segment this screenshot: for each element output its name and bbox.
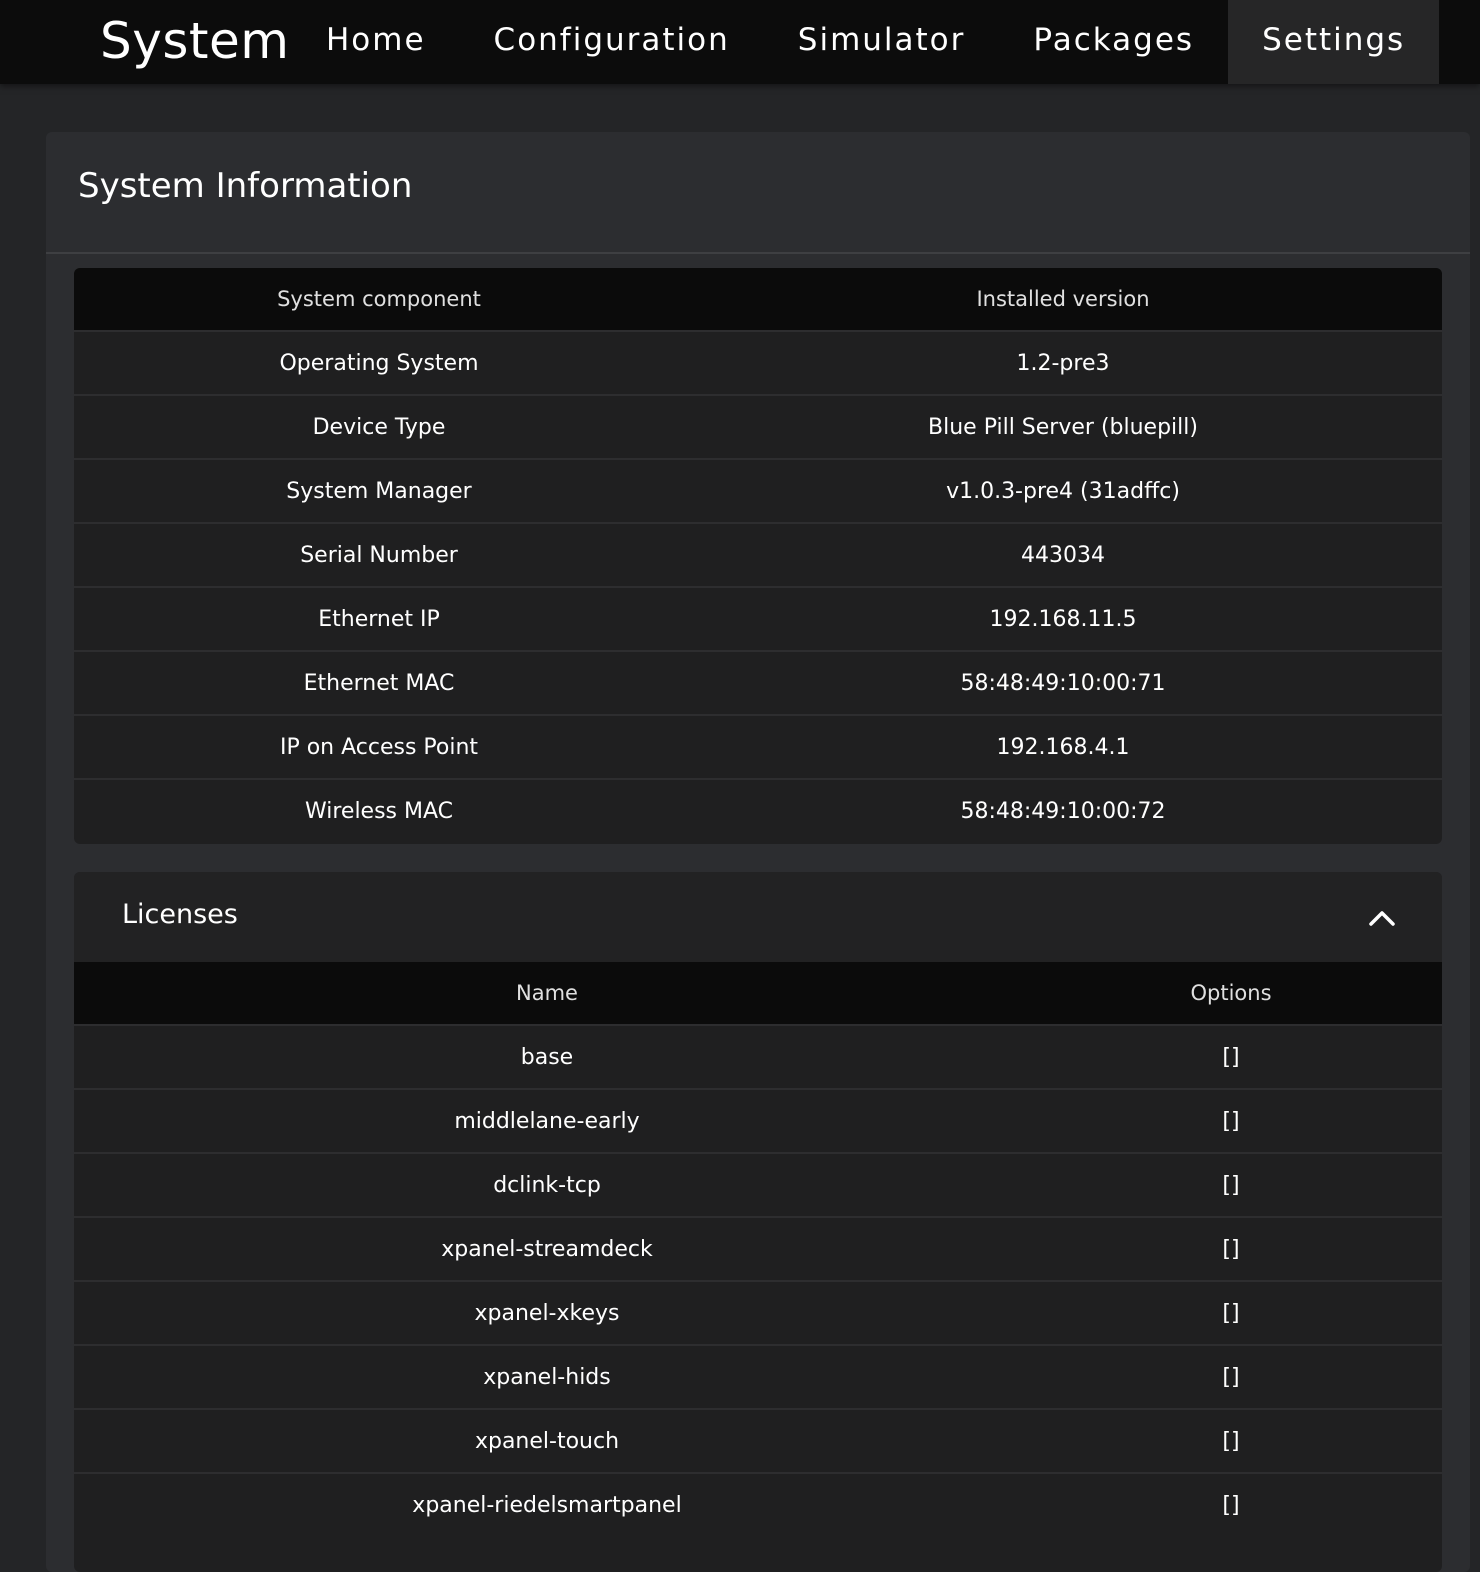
licenses-header[interactable] — [74, 872, 1442, 962]
component-cell: Operating System — [279, 350, 479, 376]
nav-item-configuration[interactable]: Configuration — [493, 22, 730, 58]
license-options-cell: [] — [1222, 1172, 1240, 1198]
table-row — [74, 394, 1442, 458]
license-options-cell: [] — [1222, 1300, 1240, 1326]
column-header-options: Options — [1190, 981, 1272, 1005]
table-row — [74, 1024, 1442, 1088]
version-cell: 58:48:49:10:00:71 — [960, 670, 1166, 696]
license-name-cell: xpanel-hids — [483, 1364, 611, 1390]
brand-title[interactable]: System — [100, 12, 290, 70]
nav-item-settings[interactable]: Settings — [1228, 0, 1439, 84]
table-header-row — [74, 962, 1442, 1024]
version-cell: 192.168.4.1 — [996, 734, 1130, 760]
top-navigation-bar — [0, 0, 1480, 84]
license-options-cell: [] — [1222, 1364, 1240, 1390]
license-name-cell: xpanel-touch — [474, 1428, 620, 1454]
version-cell: 192.168.11.5 — [989, 606, 1137, 632]
license-name-cell: dclink-tcp — [493, 1172, 601, 1198]
license-options-cell: [] — [1222, 1108, 1240, 1134]
table-row — [74, 778, 1442, 842]
component-cell: Device Type — [312, 414, 446, 440]
table-row — [74, 714, 1442, 778]
title-divider — [46, 252, 1470, 254]
column-header-component: System component — [277, 287, 481, 311]
license-name-cell: xpanel-xkeys — [474, 1300, 620, 1326]
component-cell: Ethernet MAC — [303, 670, 455, 696]
license-options-cell: [] — [1222, 1044, 1240, 1070]
license-name-cell: xpanel-streamdeck — [441, 1236, 653, 1262]
version-cell: 58:48:49:10:00:72 — [960, 798, 1166, 824]
license-name-cell: xpanel-riedelsmartpanel — [412, 1492, 682, 1518]
page-title: System Information — [78, 166, 413, 206]
table-row — [74, 522, 1442, 586]
version-cell: 443034 — [1021, 542, 1105, 568]
table-row — [74, 1280, 1442, 1344]
licenses-title: Licenses — [122, 899, 238, 930]
chevron-up-icon[interactable] — [1362, 898, 1402, 938]
table-row — [74, 650, 1442, 714]
table-row — [74, 1344, 1442, 1408]
license-options-cell: [] — [1222, 1428, 1240, 1454]
table-header-row — [74, 268, 1442, 330]
table-row — [74, 1472, 1442, 1536]
system-components-table — [74, 268, 1442, 844]
nav-item-simulator[interactable]: Simulator — [797, 22, 966, 58]
version-cell: v1.0.3-pre4 (31adffc) — [946, 478, 1180, 504]
version-cell: Blue Pill Server (bluepill) — [928, 414, 1198, 440]
license-name-cell: middlelane-early — [454, 1108, 640, 1134]
system-information-panel — [46, 132, 1470, 1572]
licenses-card — [74, 872, 1442, 1572]
main-nav — [292, 0, 1439, 84]
table-row — [74, 458, 1442, 522]
component-cell: Ethernet IP — [318, 606, 440, 632]
license-name-cell: base — [520, 1044, 574, 1070]
component-cell: Serial Number — [300, 542, 458, 568]
nav-item-packages[interactable]: Packages — [1033, 22, 1195, 58]
column-header-version: Installed version — [976, 287, 1150, 311]
table-row — [74, 1152, 1442, 1216]
component-cell: System Manager — [286, 478, 472, 504]
table-row — [74, 586, 1442, 650]
component-cell: Wireless MAC — [304, 798, 454, 824]
nav-item-home[interactable]: Home — [326, 22, 426, 58]
table-row — [74, 1216, 1442, 1280]
table-row — [74, 1088, 1442, 1152]
license-options-cell: [] — [1222, 1492, 1240, 1518]
table-row — [74, 1408, 1442, 1472]
column-header-name: Name — [516, 981, 578, 1005]
table-row — [74, 330, 1442, 394]
version-cell: 1.2-pre3 — [1016, 350, 1110, 376]
license-options-cell: [] — [1222, 1236, 1240, 1262]
component-cell: IP on Access Point — [279, 734, 479, 760]
licenses-table — [74, 962, 1442, 1536]
